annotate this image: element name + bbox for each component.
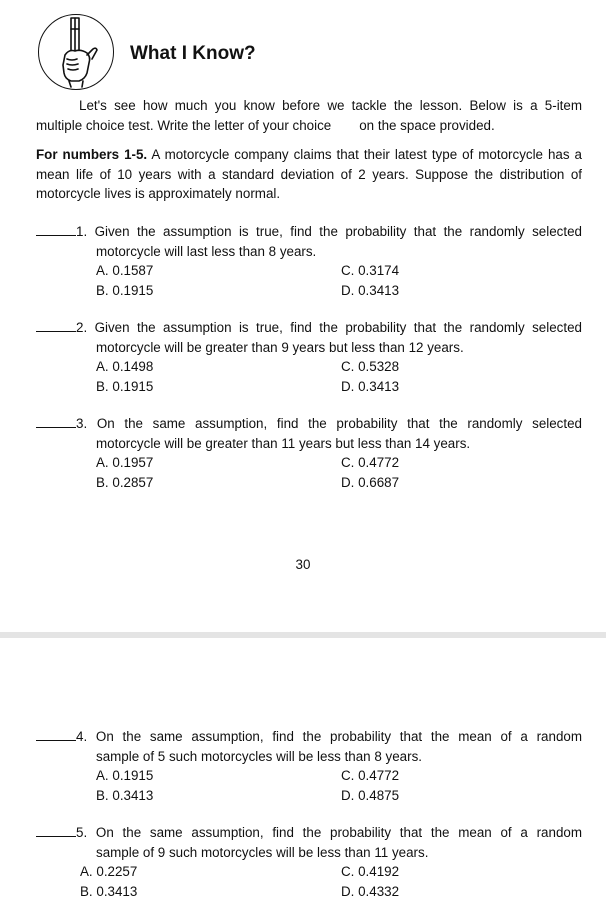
instructions-paragraph xyxy=(36,145,582,204)
question-3-text-cont: motorcycle will be greater than 11 years but less than 14 years. xyxy=(96,435,471,451)
option-d: D. 0.3413 xyxy=(341,282,400,298)
option-a: A. 0.1587 xyxy=(96,263,154,278)
answer-blank-5[interactable] xyxy=(36,822,76,837)
option-d: D. 0.4875 xyxy=(341,787,400,803)
question-3 xyxy=(36,413,582,492)
intro-line-2a: multiple choice test. Write the letter of your choice xyxy=(36,117,332,133)
answer-blank-4[interactable] xyxy=(36,726,76,741)
question-5-text-cont: sample of 9 such motorcycles will be less than 11 years. xyxy=(96,844,429,860)
hand-holding-pencil-icon xyxy=(38,14,114,90)
question-2-text: 2. Given the assumption is true, find the probability that the randomly selected xyxy=(76,320,582,335)
option-b: B. 0.1915 xyxy=(96,378,154,394)
page-two xyxy=(0,638,606,906)
answer-blank-2[interactable] xyxy=(36,317,76,332)
question-2-text-cont: motorcycle will be greater than 9 years but less than 12 years. xyxy=(96,339,464,355)
option-d: D. 0.4332 xyxy=(341,883,400,899)
option-c: C. 0.4772 xyxy=(341,455,400,470)
option-a: A. 0.2257 xyxy=(80,864,138,879)
answer-blank-1[interactable] xyxy=(36,221,76,236)
question-5 xyxy=(36,822,582,901)
question-2 xyxy=(36,317,582,396)
question-5-text: 5. On the same assumption, find the probability that the mean of a random xyxy=(76,825,582,840)
intro-line-1: Let's see how much you know before we tackle the lesson. Below is a 5-item xyxy=(79,98,582,113)
question-3-text: 3. On the same assumption, find the probability that the randomly selected xyxy=(76,416,582,431)
question-4 xyxy=(36,726,582,805)
option-d: D. 0.3413 xyxy=(341,378,400,394)
option-a: A. 0.1915 xyxy=(96,768,154,783)
option-c: C. 0.5328 xyxy=(341,359,400,374)
intro-line-2b: on the space provided. xyxy=(359,117,495,133)
option-c: C. 0.3174 xyxy=(341,263,400,278)
question-1-text-cont: motorcycle will last less than 8 years. xyxy=(96,243,317,259)
question-1-text: 1. Given the assumption is true, find the probability that the randomly selected xyxy=(76,224,582,239)
option-b: B. 0.3413 xyxy=(96,787,154,803)
question-4-text-cont: sample of 5 such motorcycles will be less than 8 years. xyxy=(96,748,422,764)
question-1 xyxy=(36,221,582,300)
page-number: 30 xyxy=(295,557,311,572)
page-title: What I Know? xyxy=(130,43,256,64)
option-b: B. 0.2857 xyxy=(96,474,154,490)
option-b: B. 0.3413 xyxy=(80,883,138,899)
intro-paragraph xyxy=(36,96,582,135)
option-c: C. 0.4772 xyxy=(341,768,400,783)
instructions-text: A motorcycle company claims that their latest type of motorcycle has a mean life of 10 years with a standard deviation of 2 years. Suppose the distribution of motorcycle lives is approximately normal. xyxy=(36,147,582,201)
option-d: D. 0.6687 xyxy=(341,474,400,490)
option-a: A. 0.1498 xyxy=(96,359,154,374)
option-a: A. 0.1957 xyxy=(96,455,154,470)
answer-blank-3[interactable] xyxy=(36,413,76,428)
question-4-text: 4. On the same assumption, find the probability that the mean of a random xyxy=(76,729,582,744)
instructions-lead: For numbers 1-5. xyxy=(36,147,148,162)
option-c: C. 0.4192 xyxy=(341,864,400,879)
option-b: B. 0.1915 xyxy=(96,282,154,298)
